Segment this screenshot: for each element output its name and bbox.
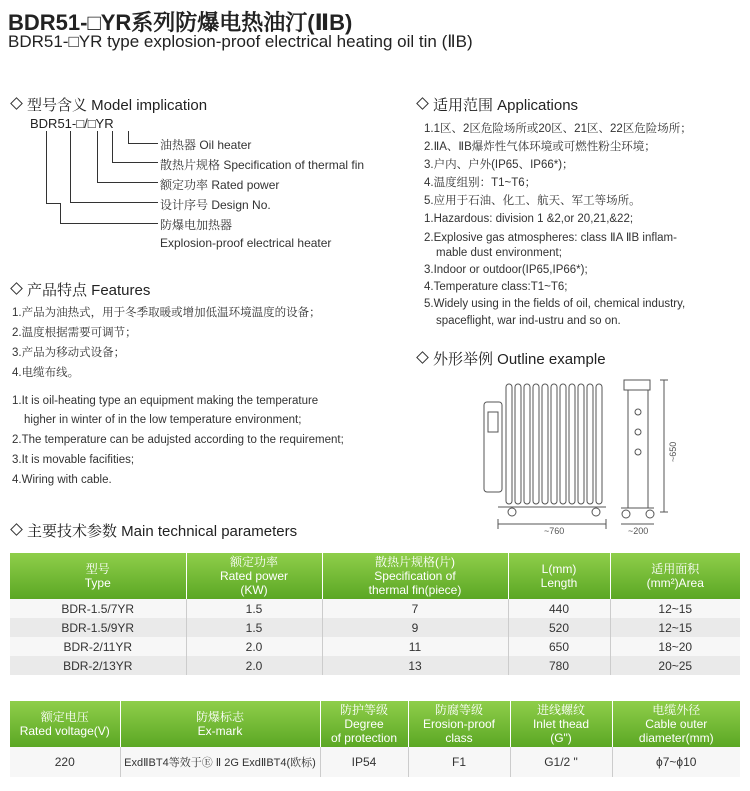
table-cell: 2.0 — [186, 637, 322, 656]
dim-depth-label: ~200 — [628, 526, 649, 536]
outline-heading: 外形举例 Outline example — [418, 348, 606, 369]
heater-fin — [506, 384, 512, 504]
header-text: (mm²)Area — [646, 576, 704, 590]
page-title: BDR51-□YR系列防爆电热油汀(ⅡB) — [8, 10, 353, 35]
model-item-2: 散热片规格 Specification of thermal fin — [160, 158, 365, 172]
header-text: Erosion-proof — [422, 717, 496, 731]
header-text: L(mm) — [541, 562, 577, 576]
t2-c0: 220 — [10, 747, 120, 777]
header-text: Ex-mark — [197, 724, 243, 738]
table2-header-row — [10, 701, 740, 747]
app-en-6: 5.Widely using in the fields of oil, chemical industry, — [424, 298, 686, 310]
heater-side-view — [621, 380, 668, 524]
table-cell: BDR-1.5/7YR — [10, 599, 186, 618]
table-row — [10, 637, 740, 656]
app-cn-3: 3.户内、户外(IP65、IP66*)； — [424, 159, 574, 171]
feature-en-2: higher in winter of in the low temperature environment; — [24, 414, 302, 426]
t1-h2 — [322, 553, 508, 599]
params-table-1 — [10, 553, 740, 675]
feature-en-4: 3.It is movable facifities; — [12, 454, 135, 466]
table-cell: 440 — [508, 599, 610, 618]
table-cell: 650 — [508, 637, 610, 656]
header-text: Type — [84, 576, 111, 590]
features-heading: 产品特点 Features — [12, 279, 150, 300]
t2-c1: ExdⅡBT4等效于Ⓔ Ⅱ 2G ExdⅡBT4(欧标) — [120, 747, 320, 777]
table-cell: BDR-2/11YR — [10, 637, 186, 656]
table-cell: 1.5 — [186, 618, 322, 637]
header-text: thermal fin(piece) — [368, 583, 462, 597]
header-text: 防腐等级 — [434, 703, 483, 717]
header-text: 型号 — [85, 562, 110, 576]
t2-h3 — [408, 701, 510, 747]
feature-cn-1: 1.产品为油热式，用于冬季取暖或增加低温环境温度的设备； — [12, 307, 321, 319]
t2-c2: IP54 — [320, 747, 408, 777]
table-cell: 13 — [322, 656, 508, 675]
table-cell: BDR-2/13YR — [10, 656, 186, 675]
model-item-1: 油热器 Oil heater — [160, 138, 252, 152]
app-en-2: 2.Explosive gas atmospheres: class ⅡA ⅡB inflam- — [424, 232, 677, 244]
table-cell: 18~20 — [610, 637, 740, 656]
header-text: (G") — [550, 731, 572, 745]
app-en-1: 1.Hazardous: division 1 &2,or 20,21,&22; — [424, 213, 634, 225]
app-cn-2: 2.ⅡA、ⅡB爆炸性气体环境或可燃性粉尘环境； — [424, 141, 656, 153]
t1-h4 — [610, 553, 740, 599]
feature-en-5: 4.Wiring with cable. — [12, 474, 112, 486]
header-text: 适用面积 — [651, 562, 700, 576]
app-cn-5: 5.应用于石油、化工、航天、军工等场所。 — [424, 195, 641, 207]
header-text: Length — [540, 576, 578, 590]
heater-fin — [560, 384, 566, 504]
table-cell: 20~25 — [610, 656, 740, 675]
app-en-7: spaceflight, war ind-ustru and so on. — [436, 315, 621, 327]
feature-en-3: 2.The temperature can be adujsted according to the requirement; — [12, 434, 344, 446]
params-table-2 — [10, 701, 740, 777]
table-row — [10, 656, 740, 675]
diamond-icon — [10, 282, 23, 295]
heater-fin — [578, 384, 584, 504]
table-cell: 1.5 — [186, 599, 322, 618]
header-text: Degree — [344, 717, 384, 731]
header-text: 额定功率 — [229, 555, 278, 569]
heater-fin — [542, 384, 548, 504]
applications-heading: 适用范围 Applications — [418, 94, 578, 115]
header-text: Rated voltage(V) — [19, 724, 110, 738]
table-cell: BDR-1.5/9YR — [10, 618, 186, 637]
header-text: Rated power — [219, 569, 289, 583]
table1-header-row — [10, 553, 740, 599]
header-text: of protection — [330, 731, 398, 745]
model-item-3: 额定功率 Rated power — [160, 178, 280, 192]
t2-h2 — [320, 701, 408, 747]
header-text: 额定电压 — [40, 710, 89, 724]
t2-c5: ϕ7~ϕ10 — [612, 747, 740, 777]
header-text: Specification of — [374, 569, 456, 583]
table-cell: 9 — [322, 618, 508, 637]
t2-h4 — [510, 701, 612, 747]
feature-cn-4: 4.电缆布线。 — [12, 367, 80, 379]
table-cell: 520 — [508, 618, 610, 637]
params-heading: 主要技术参数 Main technical parameters — [12, 520, 297, 541]
app-cn-1: 1.1区、2区危险场所或20区、21区、22区危险场所； — [424, 123, 692, 135]
table-cell: 12~15 — [610, 618, 740, 637]
table-row — [10, 599, 740, 618]
feature-en-1: 1.It is oil-heating type an equipment making the temperature — [12, 395, 319, 407]
table-row — [10, 618, 740, 637]
app-en-5: 4.Temperature class:T1~T6; — [424, 281, 568, 293]
model-item-6: Explosion-proof electrical heater — [160, 236, 332, 250]
table-cell: 12~15 — [610, 599, 740, 618]
t2-h5 — [612, 701, 740, 747]
heater-fin — [533, 384, 539, 504]
app-en-4: 3.Indoor or outdoor(IP65,IP66*); — [424, 264, 588, 276]
heater-front-view — [484, 384, 606, 529]
diamond-icon — [416, 97, 429, 110]
t2-c3: F1 — [408, 747, 510, 777]
diamond-icon — [10, 523, 23, 536]
heater-fin — [596, 384, 602, 504]
header-text: 防爆标志 — [195, 710, 244, 724]
header-text: Cable outer — [645, 717, 708, 731]
dim-width-label: ~760 — [544, 526, 565, 536]
t1-h0 — [10, 553, 186, 599]
header-text: 散热片规格(片) — [375, 555, 455, 569]
diamond-icon — [416, 351, 429, 364]
model-heading: 型号含义 Model implication — [12, 94, 207, 115]
header-text: diameter(mm) — [638, 731, 714, 745]
heater-fin — [524, 384, 530, 504]
dim-height-label: ~650 — [668, 441, 678, 462]
heater-fin — [569, 384, 575, 504]
table2-row — [10, 747, 740, 777]
heater-fin — [515, 384, 521, 504]
t2-h1 — [120, 701, 320, 747]
table-cell: 11 — [322, 637, 508, 656]
table-cell: 2.0 — [186, 656, 322, 675]
model-item-4: 设计序号 Design No. — [160, 198, 271, 212]
table-cell: 7 — [322, 599, 508, 618]
page-subtitle: BDR51-□YR type explosion-proof electrical heating oil tin (ⅡB) — [8, 32, 473, 51]
t1-h3 — [508, 553, 610, 599]
diamond-icon — [10, 97, 23, 110]
header-text: class — [445, 731, 473, 745]
t2-h0 — [10, 701, 120, 747]
header-text: (KW) — [240, 583, 268, 597]
header-text: 防护等级 — [339, 703, 388, 717]
header-text: 电缆外径 — [652, 703, 701, 717]
feature-cn-2: 2.温度根据需要可调节； — [12, 327, 137, 339]
t2-c4: G1/2 " — [510, 747, 612, 777]
header-text: Inlet thead — [532, 717, 590, 731]
header-text: 进线螺纹 — [536, 703, 585, 717]
outline-drawing — [478, 372, 718, 542]
table-cell: 780 — [508, 656, 610, 675]
t1-h1 — [186, 553, 322, 599]
model-code: BDR51-□/□YR — [30, 116, 114, 131]
heater-fin — [587, 384, 593, 504]
feature-cn-3: 3.产品为移动式设备； — [12, 347, 126, 359]
model-item-5: 防爆电加热器 — [160, 218, 233, 232]
heater-fin — [551, 384, 557, 504]
app-cn-4: 4.温度组别：T1~T6； — [424, 177, 537, 189]
app-en-3: mable dust environment; — [436, 247, 562, 259]
